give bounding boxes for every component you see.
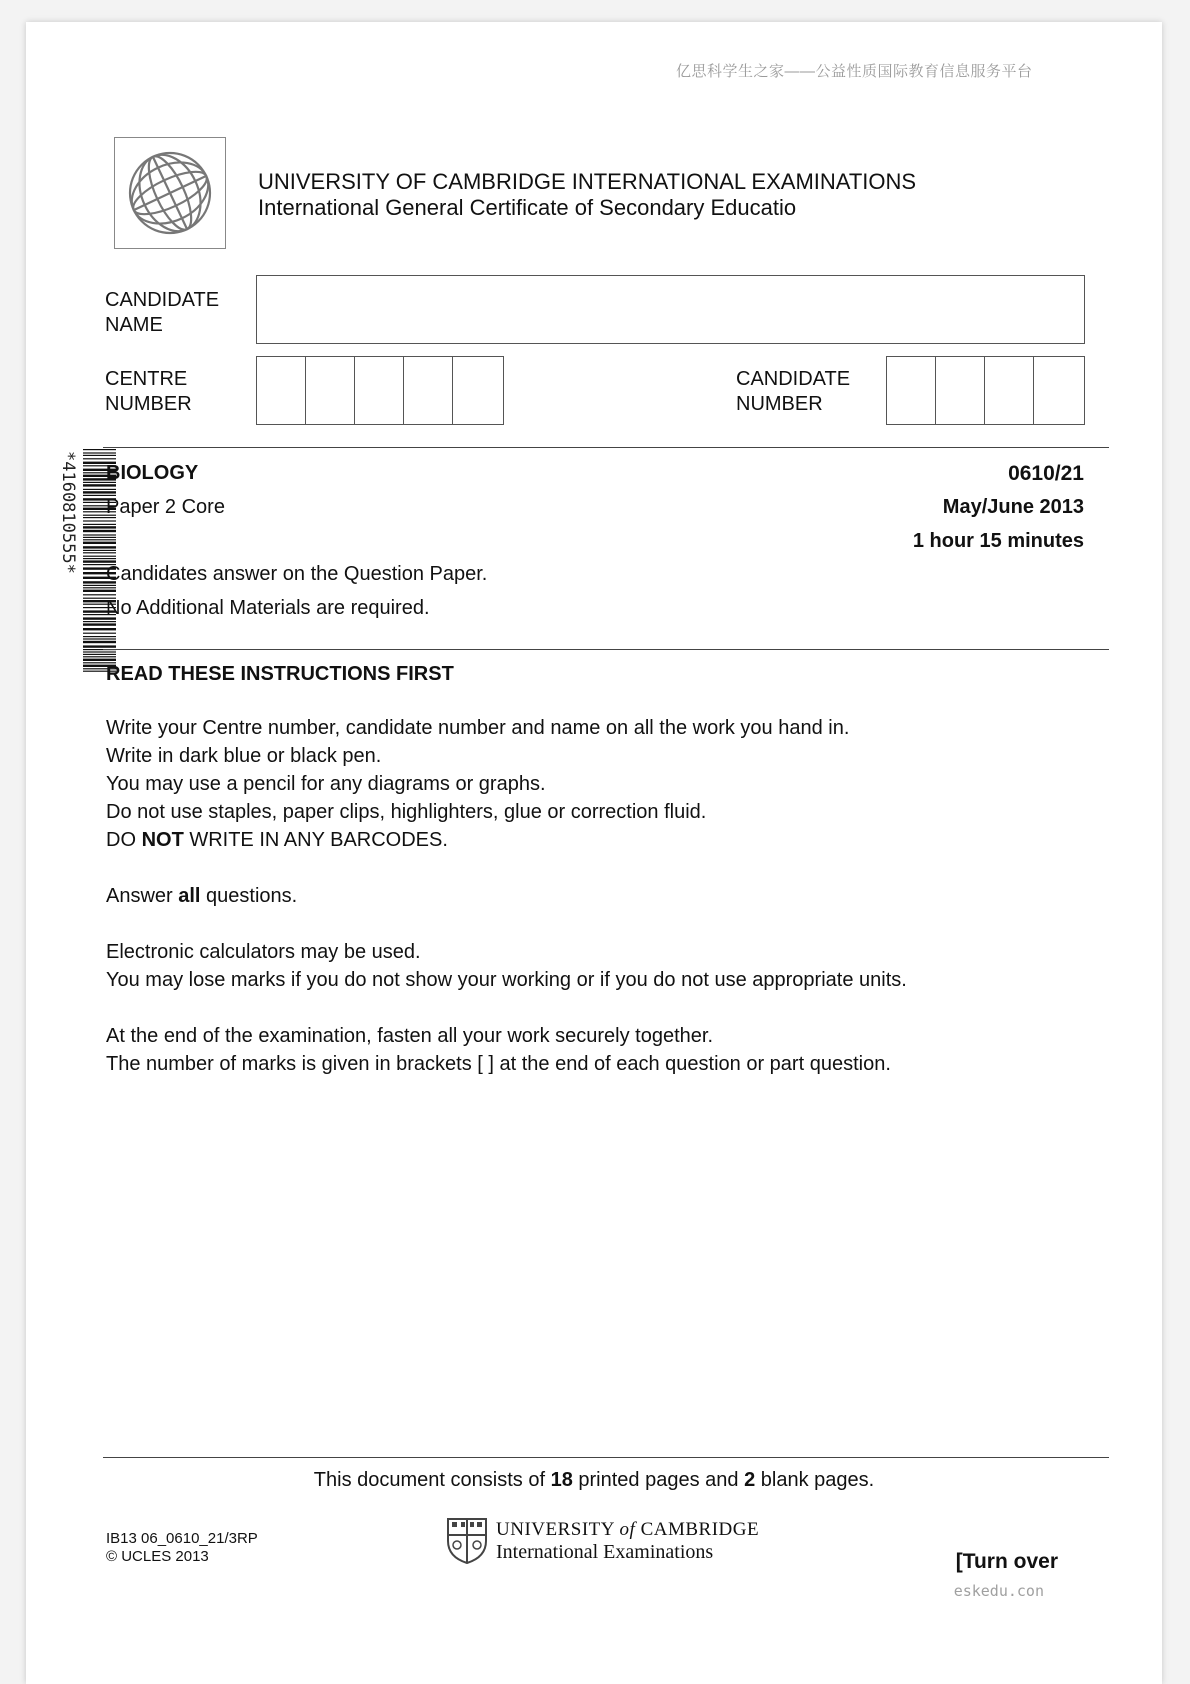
candidate-name-label: CANDIDATE NAME <box>105 289 220 336</box>
candidate-number-cell[interactable] <box>1034 357 1083 424</box>
exam-cover-page <box>26 22 1162 1684</box>
paper-code: 0610/21 <box>1008 462 1084 485</box>
centre-number-label: CENTRE NUMBER <box>105 368 192 415</box>
candidate-name-field[interactable] <box>256 275 1085 344</box>
board-name: UNIVERSITY OF CAMBRIDGE INTERNATIONAL EXAMINATIONS <box>258 169 917 194</box>
candidate-number-cell[interactable] <box>887 357 936 424</box>
candidate-number-cell[interactable] <box>985 357 1034 424</box>
duration: 1 hour 15 minutes <box>912 530 1084 552</box>
barcode-text: *4160810555* <box>58 451 78 574</box>
centre-number-cell[interactable] <box>355 357 404 424</box>
qualification-name: International General Certificate of Secondary Educatio <box>258 195 797 220</box>
globe-icon <box>126 149 214 237</box>
candidate-number-label: CANDIDATE NUMBER <box>736 368 851 415</box>
watermark-bottom: eskedu.con <box>953 1582 1044 1600</box>
centre-number-cell[interactable] <box>306 357 355 424</box>
centre-number-cell[interactable] <box>404 357 453 424</box>
watermark-top: 亿思科学生之家——公益性质国际教育信息服务平台 <box>676 63 1033 80</box>
instructions-block: Write your Centre number, candidate number and name on all the work you hand in. Write in dark blue or black pen. You may use a pencil for any diagrams or graphs. Do not use staples, paper clips, highlighters, glue or correction fluid. DO NOT WRITE IN ANY BARCODES. Answer all questions. Electronic calculators may be used. You may lose marks if you do not show your working or if you do not use appropriate units. At the end of the examination, fasten all your work securely together. The number of marks is given in brackets [ ] at the end of each question or part question. <box>106 717 907 1075</box>
centre-number-cell[interactable] <box>257 357 306 424</box>
candidate-number-field[interactable] <box>886 356 1085 425</box>
turn-over-label: [Turn over <box>955 1550 1058 1573</box>
crest-icon <box>446 1517 488 1565</box>
globe-logo <box>114 137 226 249</box>
copyright: © UCLES 2013 <box>106 1548 209 1565</box>
paper-name: Paper 2 Core <box>106 496 225 518</box>
candidate-number-cell[interactable] <box>936 357 985 424</box>
centre-number-cell[interactable] <box>453 357 502 424</box>
session: May/June 2013 <box>942 496 1084 518</box>
document-ref: IB13 06_0610_21/3RP <box>106 1530 258 1547</box>
page-count-note: This document consists of 18 printed pages and 2 blank pages. <box>313 1469 875 1491</box>
divider <box>103 447 1109 448</box>
divider <box>103 649 1109 650</box>
subject: BIOLOGY <box>106 462 199 484</box>
cambridge-logo: UNIVERSITY of CAMBRIDGE International Examinations <box>446 1517 759 1565</box>
instructions-heading: READ THESE INSTRUCTIONS FIRST <box>106 663 454 685</box>
divider <box>103 1457 1109 1458</box>
answer-note: Candidates answer on the Question Paper. <box>106 563 488 585</box>
centre-number-field[interactable] <box>256 356 504 425</box>
materials-note: No Additional Materials are required. <box>106 597 430 619</box>
